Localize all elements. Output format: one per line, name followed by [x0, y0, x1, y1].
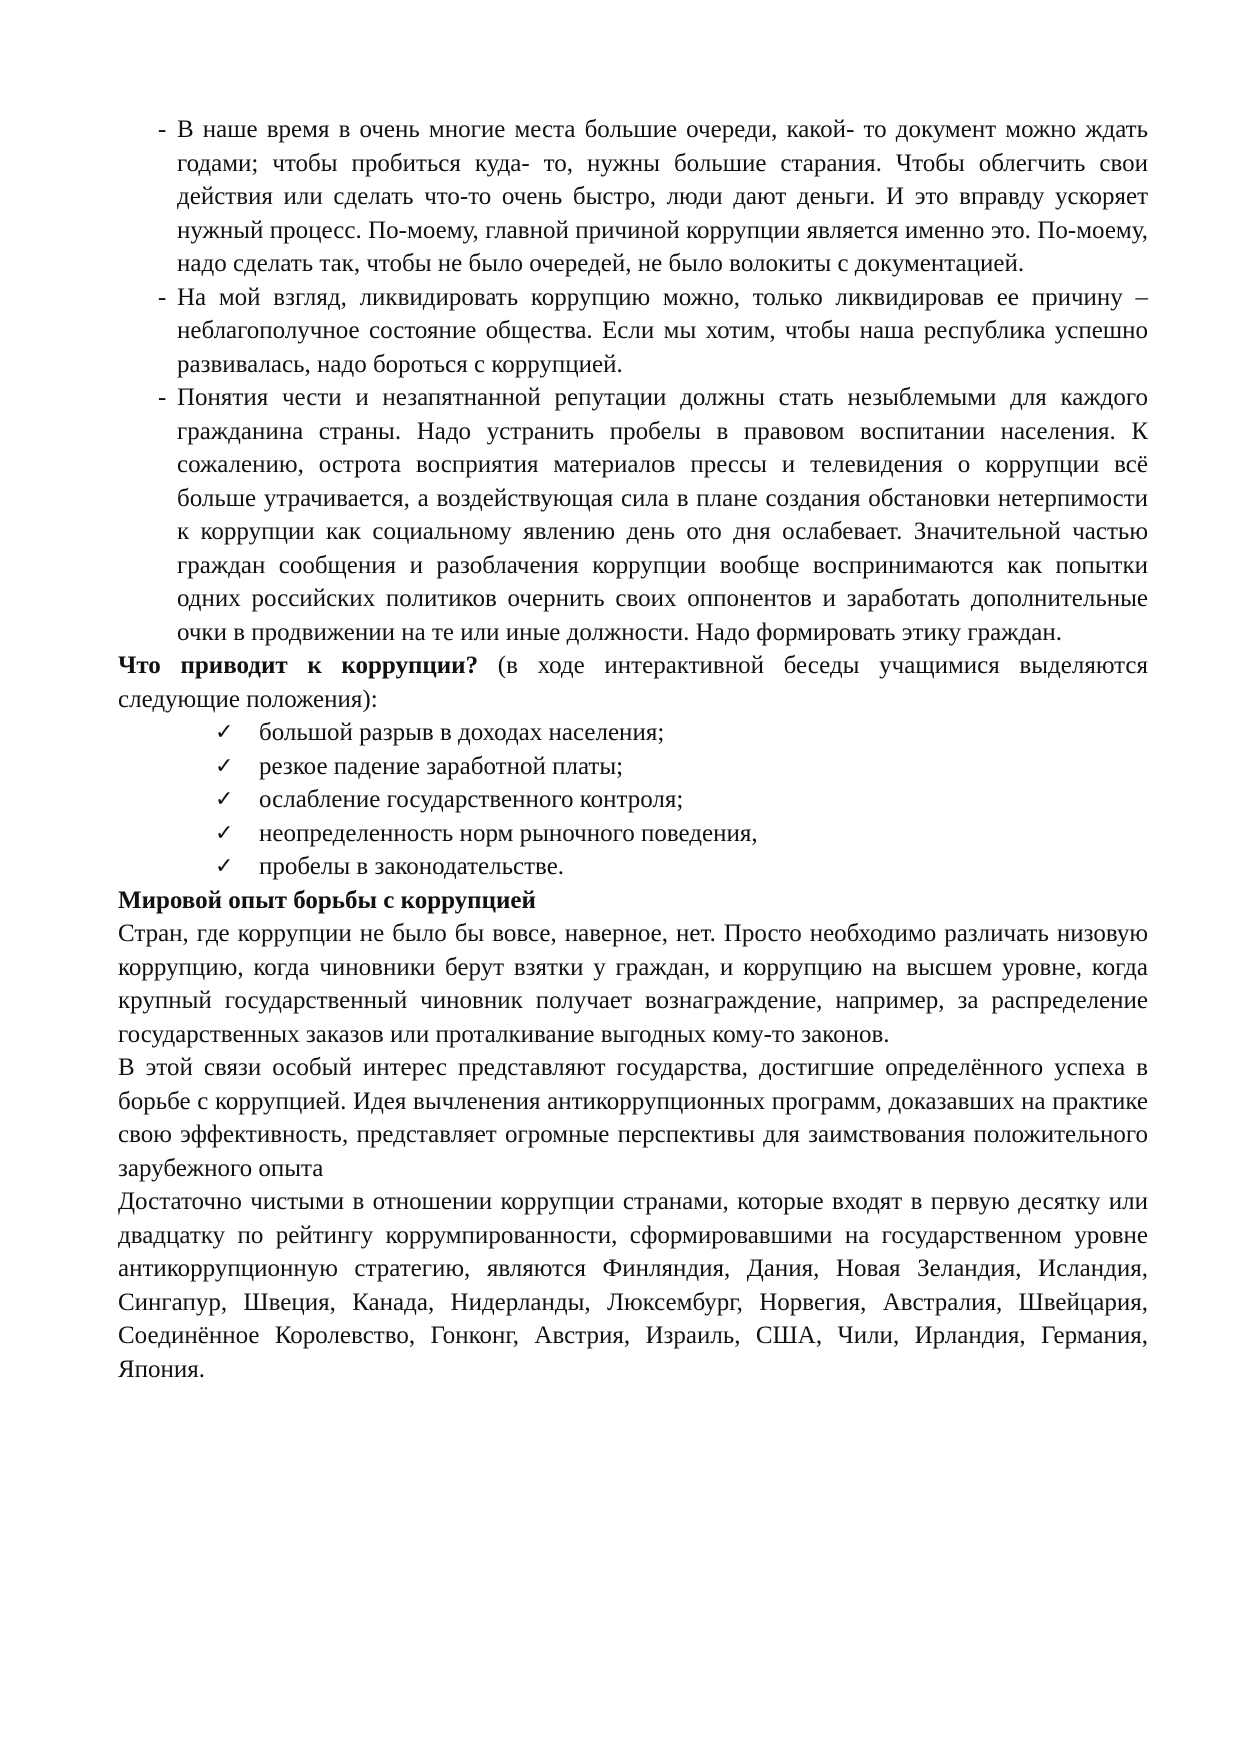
dash-marker: -	[158, 283, 167, 311]
question-heading: Что приводит к коррупции?	[118, 652, 479, 679]
cause-text: большой разрыв в доходах населения;	[259, 719, 665, 746]
checkmark-icon: ✓	[215, 787, 234, 812]
causes-list	[118, 716, 1148, 884]
cause-text: резкое падение заработной платы;	[259, 752, 624, 780]
cause-text: пробелы в законодательстве.	[259, 853, 565, 880]
opinion-item	[158, 381, 1148, 649]
body-paragraph: В этой связи особый интерес представляют государства, достигшие определённого успеха в борьбе с коррупцией. Идея вычленения антикоррупционных программ, доказавших на практике свою эффективность, представляет огромные перспективы для заимствования положительного зарубежного опыта	[118, 1054, 1148, 1182]
opinion-list	[118, 113, 1148, 649]
opinion-item	[158, 113, 1148, 281]
opinion-text: Понятия чести и незапятнанной репутации должны стать незыблемыми для каждого гражданина страны. Надо устранить пробелы в правовом воспитании населения. К сожалению, острота восприятия материалов прессы и телевидения о коррупции всё больше утрачивается, а воздействующая сила в плане создания обстановки нетерпимости к коррупции как социальному явлению день ото дня ослабевает. Значительной частью граждан сообщения и разоблачения коррупции вообще воспринимаются как попытки одних российских политиков очернить своих оппонентов и заработать дополнительные очки в продвижении на те или иные должности. Надо формировать этику граждан.	[177, 384, 1148, 646]
cause-item	[215, 783, 1148, 817]
cause-text: неопределенность норм рыночного поведения,	[259, 819, 758, 847]
section-heading: Мировой опыт борьбы с коррупцией	[118, 886, 536, 914]
dash-marker: -	[158, 116, 167, 143]
question-note: (в ходе интерактивной беседы учащимися выделяются следующие положения):	[118, 652, 1148, 713]
body-paragraph: Достаточно чистыми в отношении коррупции странами, которые входят в первую десятку или двадцатку по рейтингу коррумпированности, сформировавшими на государственном уровне антикоррупционную стратегию, являются Финляндия, Дания, Новая Зеландия, Исландия, Сингапур, Швеция, Канада, Нидерланды, Люксембург, Норвегия, Австралия, Швейцария, Соединённое Королевство, Гонконг, Австрия, Израиль, США, Чили, Ирландия, Германия, Япония.	[118, 1188, 1148, 1383]
document-page	[118, 113, 1148, 1386]
cause-item	[215, 750, 1148, 784]
checkmark-icon: ✓	[215, 820, 234, 846]
cause-item	[215, 817, 1148, 851]
opinion-text: На мой взгляд, ликвидировать коррупцию можно, только ликвидировав ее причину – неблагополучное состояние общества. Если мы хотим, чтобы наша республика успешно развивалась, надо бороться с коррупцией.	[177, 283, 1148, 378]
cause-text: ослабление государственного контроля;	[259, 786, 684, 813]
checkmark-icon: ✓	[215, 753, 234, 779]
cause-item	[215, 850, 1148, 884]
opinion-item	[158, 281, 1148, 382]
opinion-text: В наше время в очень многие места большие очереди, какой- то документ можно ждать годами; чтобы пробиться куда- то, нужны большие старания. Чтобы облегчить свои действия или сделать что-то очень быстро, люди дают деньги. И это вправду ускоряет нужный процесс. По-моему, главной причиной коррупции является именно это. По-моему, надо сделать так, чтобы не было очередей, не было волокиты с документацией.	[177, 116, 1148, 277]
checkmark-icon: ✓	[215, 720, 234, 745]
dash-marker: -	[158, 384, 167, 411]
cause-item	[215, 716, 1148, 750]
question-paragraph	[118, 649, 1148, 716]
checkmark-icon: ✓	[215, 854, 234, 879]
body-paragraph: Стран, где коррупции не было бы вовсе, наверное, нет. Просто необходимо различать низовую коррупцию, когда чиновники берут взятки у граждан, и коррупцию на высшем уровне, когда крупный государственный чиновник получает вознаграждение, например, за распределение государственных заказов или проталкивание выгодных кому-то законов.	[118, 920, 1148, 1048]
